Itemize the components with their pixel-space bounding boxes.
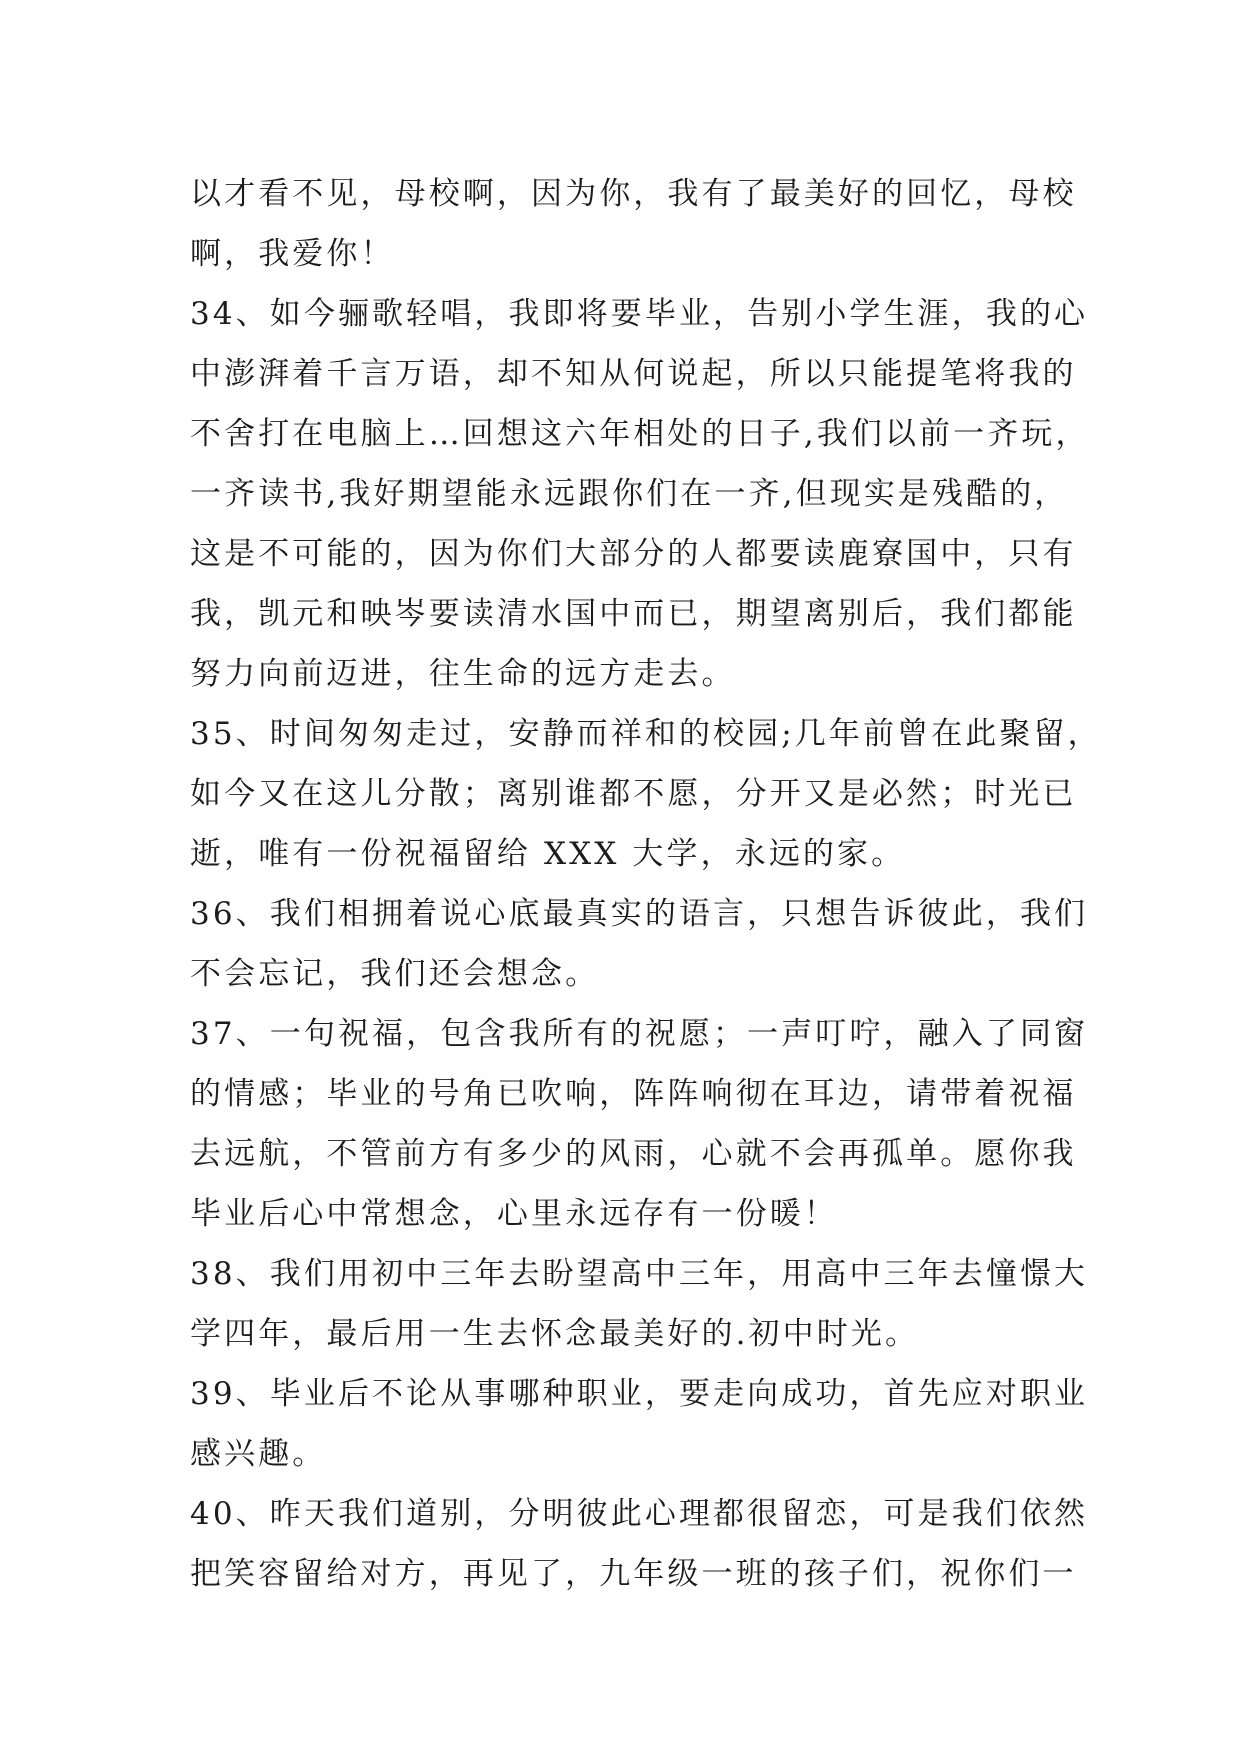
- text-line: 去远航，不管前方有多少的风雨，心就不会再孤单。愿你我: [190, 1136, 1077, 1172]
- text-line: 36、我们相拥着说心底最真实的语言，只想告诉彼此，我们: [190, 896, 1089, 932]
- text-line: 学四年，最后用一生去怀念最美好的.初中时光。: [190, 1316, 920, 1352]
- text-line: 40、昨天我们道别，分明彼此心理都很留恋，可是我们依然: [190, 1496, 1089, 1532]
- text-line: 38、我们用初中三年去盼望高中三年，用高中三年去憧憬大: [190, 1256, 1089, 1292]
- text-line: 这是不可能的，因为你们大部分的人都要读鹿寮国中，只有: [190, 536, 1077, 572]
- document-body: [190, 164, 1102, 1604]
- text-line: 不舍打在电脑上…回想这六年相处的日子,我们以前一齐玩，: [190, 416, 1090, 452]
- text-line: 37、一句祝福，包含我所有的祝愿；一声叮咛，融入了同窗: [190, 1016, 1089, 1052]
- text-line: 中澎湃着千言万语，却不知从何说起，所以只能提笔将我的: [190, 356, 1077, 392]
- text-line: 把笑容留给对方，再见了，九年级一班的孩子们，祝你们一: [190, 1556, 1077, 1592]
- text-line: 逝，唯有一份祝福留给 XXX 大学，永远的家。: [190, 836, 906, 872]
- text-line: 以才看不见，母校啊，因为你，我有了最美好的回忆，母校: [190, 176, 1077, 212]
- text-line: 34、如今骊歌轻唱，我即将要毕业，告别小学生涯，我的心: [190, 296, 1089, 332]
- text-line: 的情感；毕业的号角已吹响，阵阵响彻在耳边，请带着祝福: [190, 1076, 1077, 1112]
- text-line: 35、时间匆匆走过，安静而祥和的校园;几年前曾在此聚留，: [190, 716, 1102, 752]
- text-line: 啊，我爱你！: [190, 236, 395, 272]
- text-line: 努力向前迈进，往生命的远方走去。: [190, 656, 736, 692]
- text-line: 不会忘记，我们还会想念。: [190, 956, 600, 992]
- text-line: 我，凯元和映岑要读清水国中而已，期望离别后，我们都能: [190, 596, 1077, 632]
- text-line: 一齐读书,我好期望能永远跟你们在一齐,但现实是残酷的，: [190, 476, 1069, 512]
- text-line: 感兴趣。: [190, 1436, 327, 1472]
- text-line: 毕业后心中常想念，心里永远存有一份暖！: [190, 1196, 838, 1232]
- text-line: 如今又在这儿分散；离别谁都不愿，分开又是必然；时光已: [190, 776, 1077, 812]
- text-line: 39、毕业后不论从事哪种职业，要走向成功，首先应对职业: [190, 1376, 1089, 1412]
